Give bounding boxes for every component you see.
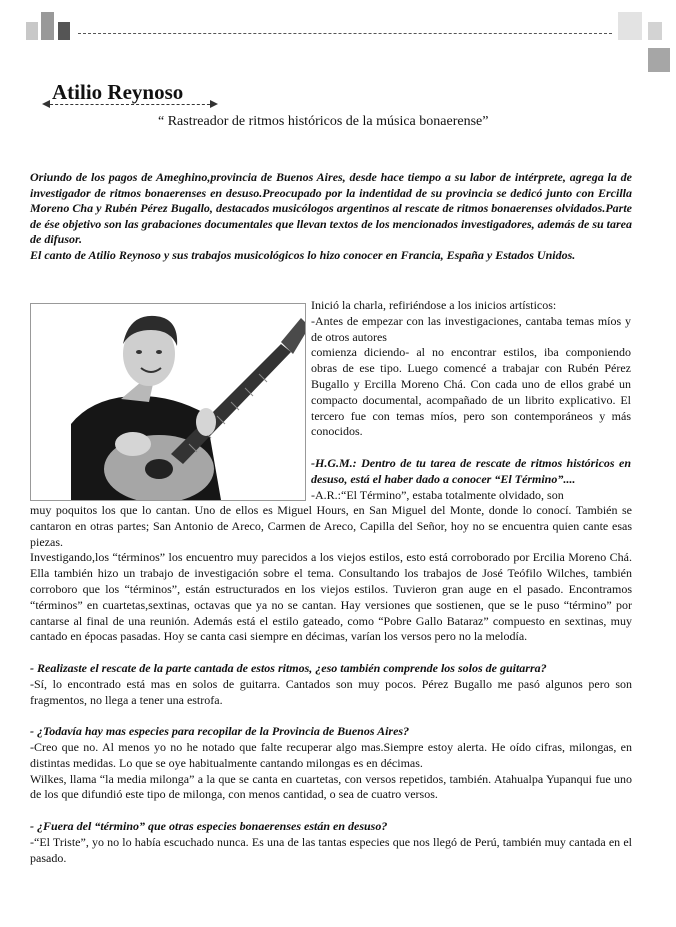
intro-paragraph: El canto de Atilio Reynoso y sus trabajos musicológicos lo hizo conocer en Francia, España y Estados Unidos. — [30, 247, 576, 262]
header-square-mid — [41, 12, 54, 40]
header-square-right-lower — [648, 48, 670, 72]
interview-question: -H.G.M.: Dentro de tu tarea de rescate de ritmos históricos en desuso, está el haber dado a conocer “El Término”.... — [311, 455, 631, 486]
body-paragraph: -Antes de empezar con las investigaciones, cantaba temas míos y de otros autores — [311, 313, 631, 344]
interview-question: - ¿Todavía hay mas especies para recopilar de la Provincia de Buenos Aires? — [30, 724, 410, 739]
header-square-right-big — [618, 12, 642, 40]
title-underline — [45, 104, 215, 105]
header-square-light — [26, 22, 38, 40]
interview-answer-continued: muy poquitos los que lo cantan. Uno de ellos es Miguel Hours, en San Miguel del Monte, donde lo conocí. También se cantaron en otras partes; San Antonio de Areco, Carmen de Areco, Capilla del Señor, hoy no se encuentra quien cante esas piezas. — [30, 503, 632, 549]
article-column — [311, 298, 631, 503]
portrait-photo — [30, 303, 306, 501]
guitarist-illustration — [31, 304, 305, 500]
header-dashed-rule — [78, 33, 612, 34]
interview-answer: -Creo que no. Al menos yo no he notado que falte recuperar algo mas.Siempre estoy alerta. He oído cifras, milongas, en distintas medidas. Lo que se oye habitualmente cantando milongas es en décimas. — [30, 739, 632, 770]
interview-question: - ¿Fuera del “término” que otras especies bonaerenses están en desuso? — [30, 818, 388, 833]
intro-paragraph: Oriundo de los pagos de Ameghino,provincia de Buenos Aires, desde hace tiempo a su labor de intérprete, agrega la de investigador de ritmos bonaerenses en desuso.Preocupado por la indentidad de su provincia se dedicó junto con Ercilla Moreno Cha y Rubén Pérez Bugallo, destacados musicólogos argentinos al rescate de ritmos bonaerenses olvidados.Parte de ése objetivo son las grabaciones documentales que llevan textos de los mencionados investigadores, además de su tarea de difusor. — [30, 170, 632, 247]
interview-answer: -“El Triste”, yo no lo había escuchado nunca. Es una de las tantas especies que nos llegó de Perú, también muy cantada en el pasado. — [30, 834, 632, 865]
header-square-right-small — [648, 22, 662, 40]
arrow-left-icon — [42, 100, 50, 108]
article-subtitle: “ Rastreador de ritmos históricos de la música bonaerense” — [158, 114, 489, 129]
article-body — [30, 503, 632, 866]
body-paragraph: Inició la charla, refiriéndose a los inicios artísticos: — [311, 298, 557, 312]
article-intro — [30, 170, 632, 264]
body-paragraph: Investigando,los “términos” los encuentro muy parecidos a los viejos estilos, esto está corroborado por Ercilia Moreno Chá. Ella también hizo un trabajo de investigación sobre el tema. Consultando los trabajos de José Teófilo Wilches, también corroboro que los “términos”, están estructurados en los viejos estilos. Tuvieron gran auge en el pasado. Encontramos “términos” en cuartetas,sextinas, octavas que ya no se cantan. Hay versiones que sostienen, que se le puso “término” por cantarse al final de una reunión. Además está el estilo gateado, como “Pobre Gallo Bataraz” compuesto en sextinas, muy cantado en épocas pasadas. Hoy se canta casi siempre en décimas, varían los versos pero no la melodía. — [30, 550, 632, 644]
arrow-right-icon — [210, 100, 218, 108]
interview-answer: -Sí, lo encontrado está mas en solos de guitarra. Cantados son muy pocos. Pérez Bugallo me pasó algunos pero son fragmentos, no llega a tener una estrofa. — [30, 676, 632, 707]
interview-question: - Realizaste el rescate de la parte cantada de estos ritmos, ¿eso también comprende los solos de guitarra? — [30, 660, 547, 675]
interview-answer: Wilkes, llama “la media milonga” a la que se canta en cuartetas, con versos repetidos, también. Atahualpa Yupanqui fue uno de los que difundió este tipo de milonga, con menos cantidad, o sea de cuatro versos. — [30, 771, 632, 802]
article-title: Atilio Reynoso — [52, 80, 184, 104]
body-paragraph: comienza diciendo- al no encontrar estilos, iba componiendo obras de ese tipo. Luego comencé a trabajar con Rubén Pérez Bugallo y Ercilla Moreno Chá. Con cada uno de ellos grabé un compacto documental, acompañado de un librito explicativo. El tercero fue con temas míos, pero son contemporáneos y más conocidos. — [311, 345, 631, 439]
header-square-dark — [58, 22, 70, 40]
interview-answer-start: -A.R.:“El Término”, estaba totalmente olvidado, son — [311, 487, 564, 502]
